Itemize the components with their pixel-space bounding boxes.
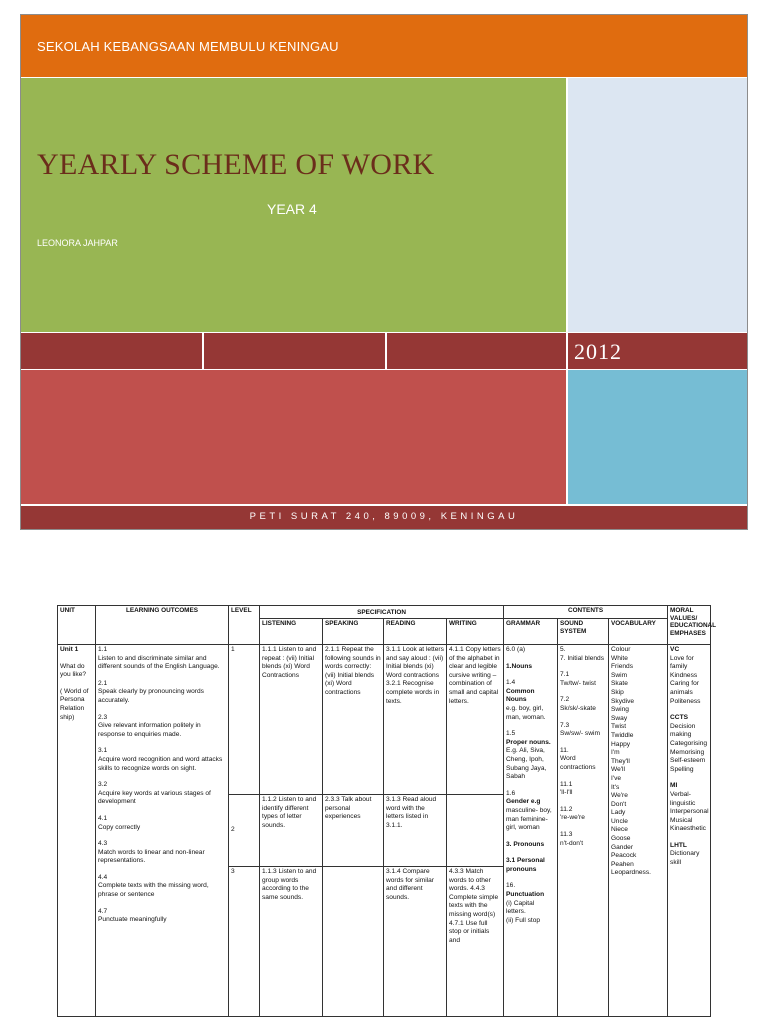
writing-cell	[447, 795, 504, 867]
moral-heading: CCTS	[670, 714, 688, 722]
grammar-line: E.g. Ali, Siva, Cheng, Ipoh, Subang Jaya, Sabah	[506, 747, 547, 781]
vocabulary-word: I've	[611, 774, 622, 782]
moral-item: Politeness	[670, 697, 701, 705]
moral-item: Decision making	[670, 722, 696, 739]
publication-year: 2012	[574, 339, 622, 364]
level-cell: 3	[229, 867, 260, 1017]
header-specification: SPECIFICATION	[260, 606, 504, 619]
vocabulary-word: Twist	[611, 723, 627, 731]
header-unit: UNIT	[58, 606, 96, 645]
moral-item: Dictionary skill	[670, 850, 700, 867]
moral-heading: MI	[670, 782, 678, 790]
grammar-cell	[504, 645, 558, 1017]
vocabulary-word: Don't	[611, 800, 627, 808]
unit-theme: ( World of Persona Relation ship)	[60, 687, 89, 721]
sound-line: n't-don't	[560, 839, 584, 847]
level-cell: 1	[229, 645, 260, 795]
grammar-line: Common Nouns	[506, 687, 535, 704]
header-reading: READING	[384, 619, 447, 645]
sound-line: 7.2	[560, 696, 570, 704]
outcome-code: 4.4	[98, 873, 108, 881]
vocabulary-word: We'll	[611, 766, 625, 774]
grammar-line: 1.5	[506, 730, 516, 738]
address: PETI SURAT 240, 89009, KENINGAU	[249, 511, 519, 522]
vocabulary-word: Swing	[611, 706, 629, 714]
vocabulary-word: Lady	[611, 809, 626, 817]
vocabulary-word: I'm	[611, 749, 620, 757]
grammar-line: 3. Pronouns	[506, 840, 545, 848]
vocabulary-word: They'll	[611, 757, 630, 765]
vocabulary-word: Peacock	[611, 852, 637, 860]
sound-line: Sw/sw/- swim	[560, 730, 600, 738]
speaking-cell: 2.1.1 Repeat the following sounds in words correctly: (vii) Initial blends (xi) Word contractions	[323, 645, 384, 795]
vocabulary-word: Twiddle	[611, 731, 634, 739]
vocabulary-word: Skip	[611, 688, 624, 696]
sound-line: 5.	[560, 646, 566, 653]
vocabulary-word: Goose	[611, 835, 631, 843]
outcome-text: Listen to and discriminate similar and different sounds of the English Language.	[98, 654, 220, 671]
moral-item: Memorising	[670, 748, 705, 756]
vocabulary-word: Swim	[611, 671, 628, 679]
outcome-code: 1.1	[98, 646, 108, 653]
moral-heading: LHTL	[670, 841, 687, 849]
vocabulary-word: Happy	[611, 740, 631, 748]
dark-red-cell	[21, 333, 202, 369]
grammar-line: e.g. boy, girl, man, woman.	[506, 704, 546, 721]
sound-line: 11.1	[560, 780, 573, 788]
grammar-line: (i) Capital letters.	[506, 899, 535, 916]
header-moral-values: MORAL VALUES/ EDUCATIONAL EMPHASES	[668, 606, 711, 645]
title-panel	[21, 78, 566, 332]
grammar-line: 6.0 (a)	[506, 646, 526, 653]
vocabulary-word: Friends	[611, 663, 634, 671]
vocabulary-word: Colour	[611, 646, 631, 653]
moral-item: Kinaesthetic	[670, 825, 706, 833]
unit-name: Unit 1	[60, 646, 79, 653]
author-name: LEONORA JAHPAR	[37, 238, 118, 248]
unit-cell	[58, 645, 96, 1017]
vocabulary-word: Gander	[611, 843, 634, 851]
header-grammar: GRAMMAR	[504, 619, 558, 645]
moral-values-cell	[668, 645, 711, 1017]
dark-red-cell	[387, 333, 566, 369]
moral-item: Love for family	[670, 654, 694, 671]
moral-item: Verbal-linguistic	[670, 790, 696, 807]
vocabulary-word: Niece	[611, 826, 628, 834]
vocabulary-word: Uncle	[611, 817, 628, 825]
vocabulary-word: We're	[611, 792, 628, 800]
header-vocabulary: VOCABULARY	[609, 619, 668, 645]
sound-line: 7. Initial blends	[560, 654, 605, 662]
grammar-line: 3.1 Personal pronouns	[506, 857, 545, 873]
header-writing: WRITING	[447, 619, 504, 645]
vocabulary-word: Peahen	[611, 860, 634, 868]
header-sound-system: SOUND SYSTEM	[558, 619, 609, 645]
outcome-text: Acquire key words at various stages of development	[98, 789, 211, 806]
year-level: YEAR 4	[267, 201, 317, 217]
reading-cell: 3.1.4 Compare words for similar and different sounds.	[384, 867, 447, 1017]
outcome-text: Complete texts with the missing word, phrase or sentence	[98, 882, 209, 899]
header-contents: CONTENTS	[504, 606, 668, 619]
moral-heading: VC	[670, 646, 680, 653]
grammar-line: 16.	[506, 882, 516, 890]
outcome-code: 2.1	[98, 679, 108, 687]
sound-line: 7.1	[560, 671, 570, 679]
grammar-line: Gender e.g	[506, 798, 541, 806]
listening-cell: 1.1.1 Listen to and repeat : (vii) Initial blends (xi) Word Contractions	[260, 645, 323, 795]
outcome-code: 3.2	[98, 781, 108, 789]
sound-system-cell	[558, 645, 609, 1017]
reading-cell: 3.1.3 Read aloud word with the letters listed in 3.1.1.	[384, 795, 447, 867]
moral-item: Caring for animals	[670, 680, 699, 696]
speaking-cell: 2.3.3 Talk about personal experiences	[323, 795, 384, 867]
listening-cell: 1.1.3 Listen to and group words according to the same sounds.	[260, 867, 323, 1017]
moral-item: Musical	[670, 816, 693, 824]
moral-item: Spelling	[670, 765, 694, 773]
sound-line: 're-we're	[560, 814, 585, 822]
vocabulary-word: Skate	[611, 680, 628, 688]
vocabulary-word: Leopardness.	[611, 869, 651, 877]
outcome-code: 3.1	[98, 747, 108, 755]
outcome-code: 4.7	[98, 907, 108, 915]
outcome-code: 2.3	[98, 713, 108, 721]
sky-blue-panel	[568, 370, 747, 504]
writing-cell: 4.3.3 Match words to other words. 4.4.3 Complete simple texts with the missing word(s) 4.7.1 Use full stop or initials and	[447, 867, 504, 1017]
reading-cell: 3.1.1 Look at letters and say aloud : (vii) Initial blends (xi) Word contractions 3.2.1 Recognise complete words in texts.	[384, 645, 447, 795]
outcome-code: 4.1	[98, 814, 108, 822]
dark-red-cell	[204, 333, 385, 369]
sound-line: 'll-I'll	[560, 789, 573, 797]
vocabulary-word: Sway	[611, 714, 628, 722]
outcome-text: Give relevant information politely in response to enquiries made.	[98, 722, 201, 738]
outcome-text: Punctuate meaningfully	[98, 916, 167, 924]
sound-line: 11.3	[560, 830, 573, 838]
vocabulary-cell	[609, 645, 668, 1017]
moral-item: Kindness	[670, 671, 698, 679]
school-name: SEKOLAH KEBANGSAAN MEMBULU KENINGAU	[37, 39, 339, 54]
header-listening: LISTENING	[260, 619, 323, 645]
vocabulary-word: Skydive	[611, 697, 635, 705]
scheme-table	[57, 605, 717, 1017]
cover-page	[20, 14, 748, 530]
moral-item: Categorising	[670, 739, 708, 747]
speaking-cell	[323, 867, 384, 1017]
outcome-text: Copy correctly	[98, 823, 141, 831]
grammar-line: 1.6	[506, 789, 516, 797]
moral-item: Interpersonal	[670, 808, 709, 816]
sound-line: 11.2	[560, 805, 573, 813]
vocabulary-word: It's	[611, 783, 620, 791]
outcome-code: 4.3	[98, 840, 108, 848]
grammar-line: masculine- boy, man feminine- girl, woman	[506, 806, 552, 832]
sound-line: Word contractions	[560, 755, 596, 771]
header-learning-outcomes: LEARNING OUTCOMES	[96, 606, 229, 645]
header-speaking: SPEAKING	[323, 619, 384, 645]
learning-outcomes-cell	[96, 645, 229, 1017]
red-panel	[21, 370, 566, 504]
level-cell: 2	[229, 795, 260, 867]
sound-line: Tw/tw/- twist	[560, 679, 596, 687]
listening-cell: 1.1.2 Listen to and identify different types of letter sounds.	[260, 795, 323, 867]
moral-item: Self-esteem	[670, 757, 706, 765]
vocabulary-word: White	[611, 654, 628, 662]
grammar-line: Punctuation	[506, 891, 545, 899]
grammar-line: (ii) Full stop	[506, 916, 541, 924]
sound-line: 11.	[560, 746, 569, 754]
outcome-text: Match words to linear and non-linear representations.	[98, 848, 205, 865]
document-title: YEARLY SCHEME OF WORK	[37, 148, 435, 181]
grammar-line: 1.Nouns	[506, 662, 533, 670]
outcome-text: Speak clearly by pronouncing words accurately.	[98, 688, 204, 704]
pale-blue-panel	[568, 78, 747, 332]
sound-line: Sk/sk/-skate	[560, 704, 596, 712]
outcome-text: Acquire word recognition and word attacks skills to recognize words on sight.	[98, 755, 223, 772]
header-level: LEVEL	[229, 606, 260, 645]
unit-title: What do you like?	[60, 662, 87, 679]
grammar-line: 1.4	[506, 679, 516, 687]
sound-line: 7.3	[560, 721, 570, 729]
grammar-line: Proper nouns.	[506, 738, 551, 746]
writing-cell: 4.1.1 Copy letters of the alphabet in clear and legible cursive writing – combination of small and capital letters.	[447, 645, 504, 795]
